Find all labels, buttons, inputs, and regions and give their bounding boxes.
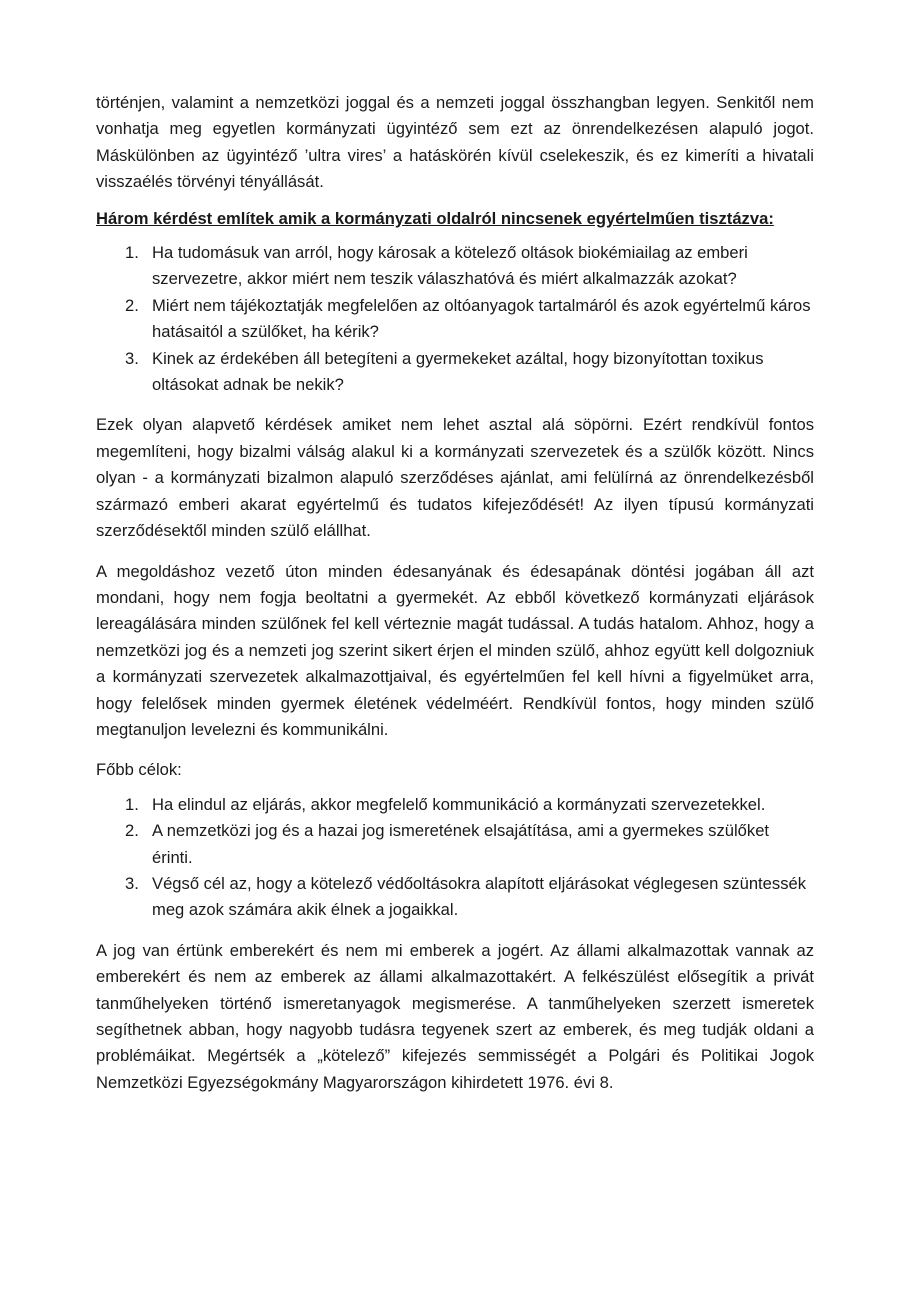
list-number: 1. xyxy=(125,794,139,814)
list-item xyxy=(96,818,814,871)
list-item-text: Miért nem tájékoztatják megfelelően az oltóanyagok tartalmáról és azok egyértelmű káros hatásaitól a szülőket, ha kérik? xyxy=(152,295,811,342)
list-number: 2. xyxy=(125,821,139,841)
solution-paragraph: A megoldáshoz vezető úton minden édesanyának és édesapának döntési jogában áll azt mondani, hogy nem fogja beoltatni a gyermekét. Az ebből következő kormányzati eljárások lereagálására minden szülőnek fel kell vérteznie magát tudással. A tudás hatalom. Ahhoz, hogy a nemzetközi jog és a nemzeti jog szerint sikert érjen el minden szülő, ahhoz együtt kell dolgozniuk a kormányzati szervezetek alkalmazottjaival, és egyértelműen fel kell hívni a figyelmüket arra, hogy felelősek minden gyermek életének védelméért. Rendkívül fontos, hogy minden szülő megtanuljon levelezni és kommunikálni. xyxy=(96,561,814,739)
questions-list xyxy=(96,240,814,398)
list-item xyxy=(96,871,814,924)
goals-title: Főbb célok: xyxy=(96,760,182,780)
questions-heading: Három kérdést említek amik a kormányzati oldalról nincsenek egyértelműen tisztázva: xyxy=(96,208,774,228)
list-item xyxy=(96,293,814,346)
document-page xyxy=(96,90,814,1096)
list-item-text: Ha elindul az eljárás, akkor megfelelő kommunikáció a kormányzati szervezetekkel. xyxy=(152,794,766,814)
list-item xyxy=(96,240,814,293)
list-item-text: Ha tudomásuk van arról, hogy károsak a kötelező oltások biokémiailag az emberi szervezetre, akkor miért nem teszik válaszhatóvá és miért alkalmazzák azokat? xyxy=(152,243,748,289)
goals-list xyxy=(96,792,814,924)
list-item xyxy=(96,792,814,818)
list-item-text: Végső cél az, hogy a kötelező védőoltásokra alapított eljárásokat véglegesen szüntessék meg azok számára akik élnek a jogaikkal. xyxy=(152,873,807,920)
list-number: 1. xyxy=(125,243,139,263)
final-paragraph: A jog van értünk emberekért és nem mi emberek a jogért. Az állami alkalmazottak vannak az emberekért és nem az emberek az állami alkalmazottakért. A felkészülést elősegítik a privát tanműhelyeken történő ismeretanyagok megismerése. A tanműhelyeken szerzett ismeretek segíthetnek abban, hogy nagyobb tudásra tegyenek szert az emberek, és meg tudják oldani a problémáikat. Megértsék a „kötelező” kifejezés semmisségét a Polgári és Politikai Jogok Nemzetközi Egyezségokmány Magyarországon kihirdetett 1976. évi 8. xyxy=(96,940,814,1092)
list-item xyxy=(96,346,814,399)
list-number: 2. xyxy=(125,295,139,315)
list-item-text: A nemzetközi jog és a hazai jog ismeretének elsajátítása, ami a gyermekes szülőket érinti. xyxy=(152,821,770,867)
list-number: 3. xyxy=(125,348,139,368)
trust-paragraph: Ezek olyan alapvető kérdések amiket nem lehet asztal alá söpörni. Ezért rendkívül fontos megemlíteni, hogy bizalmi válság alakul ki a kormányzati szervezetek és a szülők között. Nincs olyan - a kormányzati bizalmon alapuló szerződéses ajánlat, ami felülírná az önrendelkezésből származó emberi akarat egyértelmű és tudatos kifejeződését! Az ilyen típusú kormányzati szerződésektől minden szülő elállhat. xyxy=(96,415,814,541)
list-number: 3. xyxy=(125,873,139,893)
intro-paragraph: történjen, valamint a nemzetközi joggal és a nemzeti joggal összhangban legyen. Senkitől nem vonhatja meg egyetlen kormányzati ügyintéző sem ezt az önrendelkezésen alapuló jogot. Máskülönben az ügyintéző ’ultra vires’ a hatáskörén kívül cselekeszik, és ez kimeríti a hivatali visszaélés törvényi tényállását. xyxy=(96,93,814,192)
list-item-text: Kinek az érdekében áll betegíteni a gyermekeket azáltal, hogy bizonyítottan toxikus oltásokat adnak be nekik? xyxy=(152,348,764,395)
